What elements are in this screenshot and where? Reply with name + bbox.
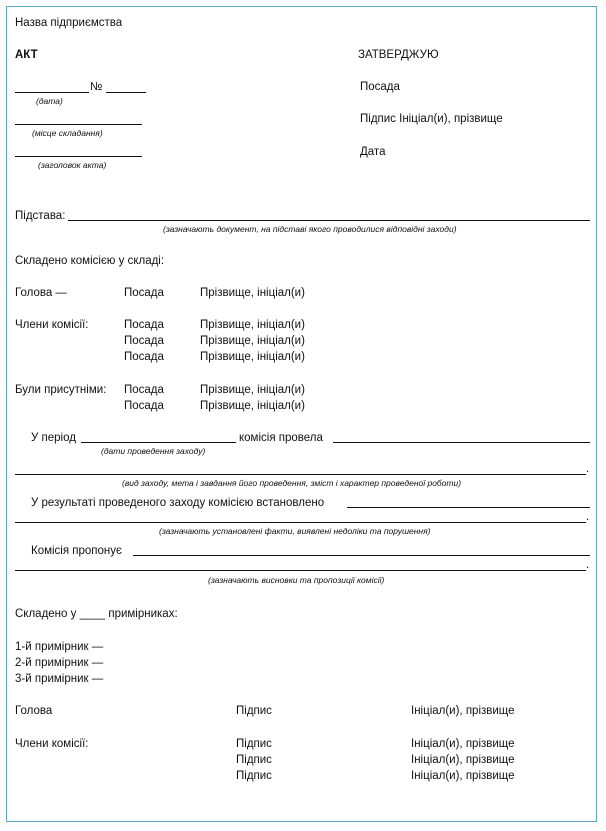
commission-intro: Складено комісією у складі:: [15, 255, 165, 267]
result-note: (зазначають установлені факти, виявлені недоліки та порушення): [159, 526, 431, 536]
period-mid: комісія провела: [239, 432, 323, 444]
member-name: Прізвище, ініціал(и): [200, 319, 305, 331]
period-line: [333, 442, 590, 443]
chair-label: Голова —: [15, 287, 67, 299]
org-name: Назва підприємства: [15, 17, 123, 29]
sig-members-label: Члени комісії:: [15, 738, 89, 750]
sig-member-sign: Підпис: [236, 754, 272, 766]
sig-member-name: Ініціал(и), прізвище: [411, 770, 515, 782]
period-line-2: [15, 474, 586, 475]
member-position: Посада: [124, 319, 164, 331]
approve-date: Дата: [360, 146, 386, 158]
sig-chair-name: Ініціал(и), прізвище: [411, 705, 515, 717]
copies-label: Складено у ____ примірниках:: [15, 608, 178, 620]
sig-chair-sign: Підпис: [236, 705, 272, 717]
note-title: (заголовок акта): [38, 160, 107, 170]
period-label: У період: [31, 432, 76, 444]
period-dates-line: [81, 442, 236, 443]
result-label: У результаті проведеного заходу комісією встановлено: [31, 497, 325, 509]
present-position: Посада: [124, 384, 164, 396]
chair-name: Прізвище, ініціал(и): [200, 287, 305, 299]
present-label: Були присутніми:: [15, 384, 107, 396]
member-name: Прізвище, ініціал(и): [200, 351, 305, 363]
copy-3: 3-й примірник —: [15, 673, 104, 685]
basis-note: (зазначають документ, на підставі якого проводилися відповідні заходи): [163, 224, 457, 234]
members-label: Члени комісії:: [15, 319, 89, 331]
member-position: Посада: [124, 351, 164, 363]
chair-position: Посада: [124, 287, 164, 299]
copy-2: 2-й примірник —: [15, 657, 104, 669]
sig-member-name: Ініціал(и), прізвище: [411, 738, 515, 750]
approve-position: Посада: [360, 81, 400, 93]
present-position: Посада: [124, 400, 164, 412]
copy-1: 1-й примірник —: [15, 641, 104, 653]
title-line: [15, 156, 142, 157]
result-line-2: [15, 522, 586, 523]
member-name: Прізвище, ініціал(и): [200, 335, 305, 347]
sig-chair-label: Голова: [15, 705, 53, 717]
note-place: (місце складання): [32, 128, 103, 138]
member-position: Посада: [124, 335, 164, 347]
present-name: Прізвище, ініціал(и): [200, 400, 305, 412]
number-sign: №: [90, 81, 103, 93]
basis-label: Підстава:: [15, 210, 66, 222]
result-dot: .: [586, 511, 590, 523]
doc-type: АКТ: [15, 49, 38, 61]
period-kind-note: (вид заходу, мета і завдання його проведення, зміст і характер проведеної роботи): [122, 478, 462, 488]
period-dot: .: [586, 463, 590, 475]
proposal-label: Комісія пропонує: [31, 545, 122, 557]
sig-member-sign: Підпис: [236, 738, 272, 750]
present-name: Прізвище, ініціал(и): [200, 384, 305, 396]
proposal-note: (зазначають висновки та пропозиції комісії): [208, 575, 385, 585]
result-line: [347, 507, 590, 508]
period-dates-note: (дати проведення заходу): [101, 446, 206, 456]
proposal-line: [133, 555, 590, 556]
approve-label: ЗАТВЕРДЖУЮ: [358, 49, 439, 61]
sig-member-sign: Підпис: [236, 770, 272, 782]
place-line: [15, 124, 142, 125]
basis-line: [68, 220, 590, 221]
approve-signature: Підпис Ініціал(и), прізвище: [360, 113, 503, 125]
date-line: [15, 92, 89, 93]
note-date: (дата): [36, 96, 63, 106]
sig-member-name: Ініціал(и), прізвище: [411, 754, 515, 766]
proposal-line-2: [15, 570, 586, 571]
proposal-dot: .: [586, 559, 590, 571]
number-line: [106, 92, 146, 93]
